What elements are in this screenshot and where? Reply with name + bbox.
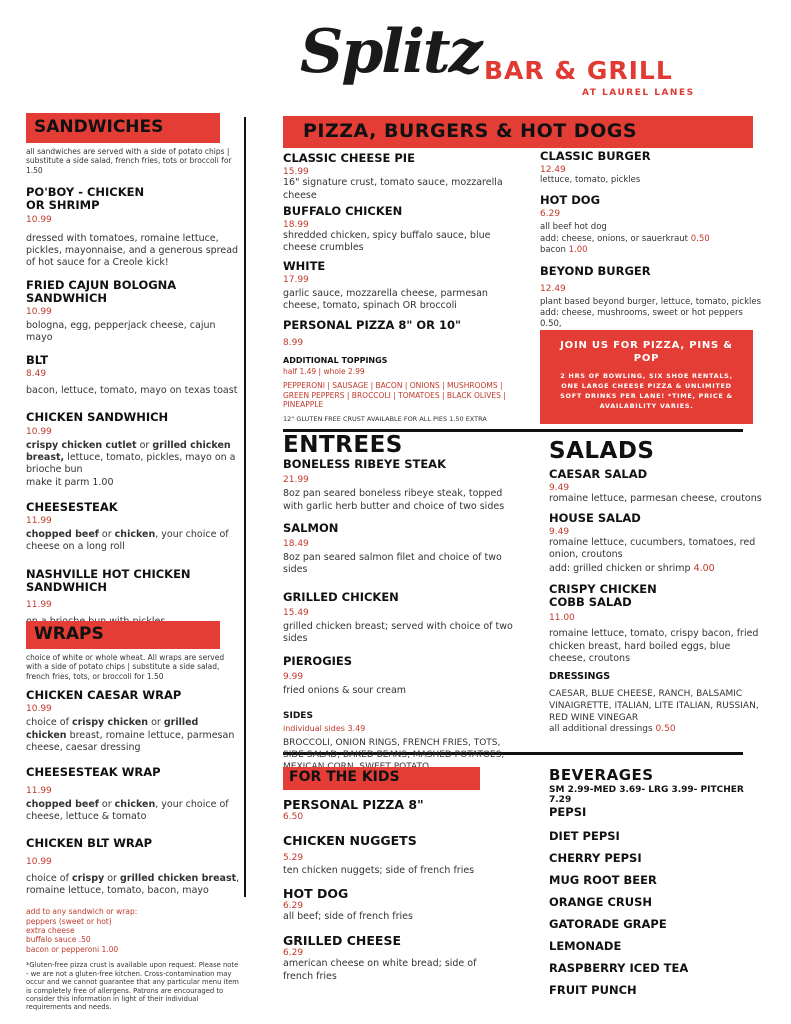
item-addon bbox=[549, 563, 769, 575]
sandwiches-title: SANDWICHES bbox=[34, 117, 164, 137]
beverages-column bbox=[549, 766, 769, 1005]
item-name: PO'BOY - CHICKEN OR SHRIMP bbox=[26, 185, 145, 213]
item-desc: bacon, lettuce, tomato, mayo on texas toast bbox=[26, 384, 238, 396]
beverage-item: ORANGE CRUSH bbox=[549, 895, 652, 909]
item-desc: grilled chicken breast; served with choice of two sides bbox=[283, 621, 513, 645]
item-name: BONELESS RIBEYE STEAK bbox=[283, 457, 446, 471]
item-name: WHITE bbox=[283, 258, 326, 273]
item-desc-bold: chopped beef bbox=[26, 529, 99, 541]
addon-item: extra cheese bbox=[26, 925, 75, 935]
toppings-list: PEPPERONI | SAUSAGE | BACON | ONIONS | MUSHROOMS | GREEN PEPPERS | BROCCOLI | TOMATOES | BLACK OLIVES | PINEAPPLE bbox=[283, 381, 506, 410]
item-name: CRISPY CHICKEN COBB SALAD bbox=[549, 581, 657, 610]
item-desc bbox=[26, 799, 240, 824]
salads-column bbox=[549, 438, 769, 736]
item-price: 8.49 bbox=[26, 368, 47, 379]
entrees-title: ENTREES bbox=[283, 432, 403, 458]
addon-label: add: grilled chicken or shrimp bbox=[549, 563, 694, 575]
beverage-item: MUG ROOT BEER bbox=[549, 873, 657, 887]
sandwiches-note: all sandwiches are served with a side of potato chips | substitute a side salad, french fries, tots or broccoli for 1.50 bbox=[26, 147, 232, 175]
menu-item bbox=[26, 501, 240, 554]
item-name: BLT bbox=[26, 352, 49, 367]
item-addon bbox=[540, 245, 765, 256]
item-price: 10.99 bbox=[26, 704, 52, 715]
item-desc-pre: choice of bbox=[26, 717, 72, 729]
brand-subtitle: BAR & GRILL bbox=[484, 56, 673, 85]
item-desc: ten chicken nuggets; side of french fries bbox=[283, 864, 475, 876]
menu-item bbox=[26, 689, 240, 754]
addon-price: 4.00 bbox=[693, 563, 715, 575]
menu-item bbox=[283, 798, 498, 822]
menu-item bbox=[549, 583, 769, 665]
dressings-block bbox=[549, 671, 769, 736]
wraps-note: choice of white or whole wheat. All wraps are served with a side of potato chips | substitute a side salad, french fries, tots, or broccoli for 1.50 bbox=[26, 653, 225, 681]
item-price: 10.99 bbox=[26, 214, 52, 225]
addon-item: peppers (sweet or hot) bbox=[26, 916, 112, 926]
beverage-item: CHERRY PEPSI bbox=[549, 851, 642, 865]
item-desc: shredded chicken, spicy buffalo sauce, blue cheese crumbles bbox=[283, 230, 491, 254]
menu-item bbox=[26, 411, 240, 489]
menu-item bbox=[540, 194, 765, 255]
kids-column bbox=[283, 798, 498, 992]
item-addon: add: cheese, mushrooms, sweet or hot peppers 0.50, bbox=[540, 307, 743, 329]
dressings-add bbox=[549, 724, 769, 736]
menu-item bbox=[283, 260, 518, 313]
menu-item bbox=[283, 591, 523, 646]
wraps-title: WRAPS bbox=[34, 624, 104, 644]
item-price: 12.49 bbox=[540, 283, 566, 294]
promo-title: JOIN US FOR PIZZA, PINS & POP bbox=[560, 340, 733, 364]
item-desc-rest: , romaine lettuce, tomato, bacon, mayo bbox=[26, 872, 240, 896]
toppings-price: half 1.49 | whole 2.99 bbox=[283, 366, 365, 376]
beverage-item: DIET PEPSI bbox=[549, 829, 620, 843]
toppings-block bbox=[283, 356, 518, 424]
item-desc: romaine lettuce, parmesan cheese, croutons bbox=[549, 493, 762, 505]
item-desc-bold: chopped beef bbox=[26, 798, 99, 810]
item-price: 6.29 bbox=[283, 901, 304, 912]
item-price: 5.29 bbox=[283, 852, 304, 863]
item-desc: 16" signature crust, tomato sauce, mozzarella cheese bbox=[283, 177, 503, 201]
pizza-column bbox=[283, 152, 518, 423]
menu-item bbox=[549, 512, 769, 576]
item-name: HOT DOG bbox=[540, 193, 601, 208]
menu-item bbox=[26, 568, 240, 629]
menu-item bbox=[26, 186, 240, 269]
kids-title: FOR THE KIDS bbox=[289, 769, 400, 785]
pizza-title: PIZZA, BURGERS & HOT DOGS bbox=[303, 120, 637, 142]
item-desc-bold: crispy bbox=[71, 872, 105, 884]
addon-price: 0.50 bbox=[690, 233, 710, 244]
item-addon bbox=[540, 234, 765, 245]
item-name: HOT DOG bbox=[283, 886, 349, 902]
item-desc: romaine lettuce, tomato, crispy bacon, fried chicken breast, hard boiled eggs, blue cheese, croutons bbox=[549, 628, 759, 664]
item-desc-bold: chicken bbox=[114, 798, 156, 810]
item-price: 15.49 bbox=[283, 608, 309, 619]
dressings-title: DRESSINGS bbox=[549, 671, 611, 683]
item-name: PERSONAL PIZZA 8" OR 10" bbox=[283, 317, 461, 332]
menu-item bbox=[26, 837, 240, 897]
item-desc: dressed with tomatoes, romaine lettuce, pickles, mayonnaise, and a generous spread of hot sauce for a Creole kick! bbox=[26, 232, 239, 269]
menu-item bbox=[283, 655, 523, 698]
item-price: 6.50 bbox=[283, 812, 304, 823]
item-name: CHEESESTEAK bbox=[26, 499, 118, 514]
item-price: 6.29 bbox=[540, 209, 561, 220]
item-name: BUFFALO CHICKEN bbox=[283, 203, 403, 218]
item-desc bbox=[540, 222, 765, 255]
dressings-add-label: all additional dressings bbox=[549, 724, 656, 735]
item-price: 9.99 bbox=[283, 671, 304, 682]
salads-title: SALADS bbox=[549, 438, 655, 464]
item-price: 11.99 bbox=[26, 516, 52, 527]
item-name: SALMON bbox=[283, 520, 339, 535]
item-desc: all beef; side of french fries bbox=[283, 911, 413, 923]
kids-banner bbox=[283, 767, 480, 790]
addons-block bbox=[26, 907, 240, 954]
item-desc-bold: grilled chicken breast, bbox=[26, 439, 231, 463]
item-price: 10.99 bbox=[26, 426, 52, 437]
promo-text: 2 HRS OF BOWLING, SIX SHOE RENTALS, ONE LARGE CHEESE PIZZA & UNLIMITED SOFT DRINKS PER LANE! *TIME, PRICE & AVAILABILITY VARIES. bbox=[560, 372, 733, 411]
addon-label: bacon bbox=[540, 244, 569, 255]
item-name: CLASSIC CHEESE PIE bbox=[283, 151, 415, 165]
menu-item bbox=[283, 834, 498, 877]
item-desc-rest: breast, romaine lettuce, parmesan cheese, caesar dressing bbox=[26, 729, 235, 754]
item-desc bbox=[26, 440, 240, 489]
item-price: 15.99 bbox=[283, 167, 309, 178]
item-desc bbox=[26, 873, 240, 898]
divider-vertical-left bbox=[244, 117, 246, 897]
sides-title: SIDES bbox=[283, 711, 313, 722]
beverage-item: GATORADE GRAPE bbox=[549, 917, 667, 931]
item-name: BEYOND BURGER bbox=[540, 263, 651, 278]
beverage-item: FRUIT PUNCH bbox=[549, 983, 637, 997]
item-price: 11.00 bbox=[549, 613, 575, 624]
item-desc-text: romaine lettuce, cucumbers, tomatoes, red onion, croutons bbox=[549, 536, 756, 561]
menu-item bbox=[540, 150, 765, 186]
menu-item bbox=[283, 887, 498, 924]
dressings-add-price: 0.50 bbox=[655, 724, 676, 735]
toppings-title: ADDITIONAL TOPPINGS bbox=[283, 355, 388, 365]
item-name: PIEROGIES bbox=[283, 653, 353, 668]
item-price: 10.99 bbox=[26, 856, 52, 867]
menu-item bbox=[549, 468, 769, 506]
item-desc-rest: lettuce, tomato, pickles, mayo on a brioche bun bbox=[26, 451, 236, 476]
item-price: 9.49 bbox=[549, 526, 570, 537]
item-desc-or: or bbox=[136, 439, 153, 451]
entrees-column bbox=[283, 432, 523, 773]
item-desc: garlic sauce, mozzarella cheese, parmesan cheese, tomato, spinach OR broccoli bbox=[283, 288, 488, 312]
beverage-item: LEMONADE bbox=[549, 939, 622, 953]
item-name: CHICKEN NUGGETS bbox=[283, 833, 417, 849]
item-desc-or: or bbox=[98, 798, 115, 810]
brand-location: AT LAUREL LANES bbox=[582, 88, 695, 98]
item-desc-or: or bbox=[148, 717, 164, 729]
addon-item: buffalo sauce .50 bbox=[26, 935, 91, 945]
item-desc-text: all beef hot dog bbox=[540, 222, 607, 233]
item-desc: 8oz pan seared boneless ribeye steak, topped with garlic herb butter and choice of two sides bbox=[283, 488, 505, 512]
item-name: GRILLED CHICKEN bbox=[283, 589, 399, 604]
beverages-sizes: SM 2.99-MED 3.69- LRG 3.99- PITCHER 7.29 bbox=[549, 785, 744, 805]
sides-block bbox=[283, 711, 523, 773]
item-price: 21.99 bbox=[283, 475, 309, 486]
item-desc-rest: , your choice of cheese on a long roll bbox=[26, 529, 229, 553]
item-name: HOUSE SALAD bbox=[549, 510, 641, 525]
item-desc-bold: crispy chicken cutlet bbox=[26, 439, 137, 451]
sides-list: BROCCOLI, ONION RINGS, FRENCH FRIES, TOTS, SIDE SALAD, BAKED BEANS, MASHED POTATOES, bbox=[283, 738, 505, 760]
item-price: 17.99 bbox=[283, 275, 309, 286]
item-price: 9.49 bbox=[549, 483, 570, 494]
menu-item bbox=[283, 522, 523, 577]
item-desc-bold: chicken bbox=[114, 529, 156, 541]
item-extra: make it parm 1.00 bbox=[26, 476, 114, 488]
menu-item bbox=[26, 354, 240, 398]
menu-item bbox=[283, 319, 518, 348]
addons-title: add to any sandwich or wrap: bbox=[26, 907, 138, 917]
addon-item: bacon or pepperoni 1.00 bbox=[26, 944, 119, 954]
beverage-item: PEPSI bbox=[549, 805, 587, 819]
item-price: 11.99 bbox=[26, 785, 52, 796]
item-desc: 8oz pan seared salmon filet and choice of two sides bbox=[283, 552, 502, 576]
menu-item bbox=[26, 766, 240, 823]
item-desc: bologna, egg, pepperjack cheese, cajun mayo bbox=[26, 320, 216, 344]
item-name: GRILLED CHEESE bbox=[283, 932, 401, 948]
item-price: 6.29 bbox=[283, 948, 304, 959]
item-desc-pre: choice of bbox=[26, 872, 72, 884]
item-name: CHICKEN CAESAR WRAP bbox=[26, 688, 182, 703]
sandwiches-banner bbox=[26, 113, 220, 143]
item-desc-or: or bbox=[104, 872, 120, 884]
item-desc-rest: , your choice of cheese, lettuce & tomato bbox=[26, 798, 229, 822]
item-desc bbox=[26, 717, 240, 754]
item-desc bbox=[26, 529, 240, 554]
item-price: 12.49 bbox=[540, 165, 566, 176]
item-desc-text: plant based beyond burger, lettuce, tomato, pickles bbox=[540, 296, 762, 307]
item-desc: american cheese on white bread; side of french fries bbox=[283, 958, 477, 982]
item-name: CAESAR SALAD bbox=[549, 467, 648, 481]
item-desc-or: or bbox=[98, 529, 115, 541]
item-price: 18.49 bbox=[283, 539, 309, 550]
item-name: NASHVILLE HOT CHICKEN SANDWHICH bbox=[26, 566, 191, 594]
item-desc-bold: crispy chicken bbox=[71, 717, 149, 729]
promo-box bbox=[540, 330, 753, 424]
menu-item bbox=[283, 205, 518, 255]
item-price: 8.99 bbox=[283, 337, 304, 348]
sides-price: individual sides 3.49 bbox=[283, 724, 366, 734]
menu-item bbox=[283, 458, 523, 513]
sandwiches-column bbox=[26, 147, 240, 638]
gluten-free-note: 12" GLUTEN FREE CRUST AVAILABLE FOR ALL PIES 1.50 EXTRA bbox=[283, 415, 487, 424]
addon-label: add: cheese, onions, or sauerkraut bbox=[540, 233, 691, 244]
addon-price: 1.00 bbox=[568, 244, 588, 255]
wraps-column bbox=[26, 653, 240, 1012]
item-name: CLASSIC BURGER bbox=[540, 149, 651, 163]
beverage-item: RASPBERRY ICED TEA bbox=[549, 961, 689, 975]
item-name: CHICKEN BLT WRAP bbox=[26, 836, 153, 851]
item-desc: lettuce, tomato, pickles bbox=[540, 175, 641, 186]
item-price: 11.99 bbox=[26, 600, 52, 611]
item-price: 10.99 bbox=[26, 307, 52, 318]
brand-logo: Splitz bbox=[300, 17, 481, 87]
item-price: 18.99 bbox=[283, 220, 309, 231]
gluten-disclaimer: *Gluten-free pizza crust is available upon request. Please note - we are not a gluten-free kitchen. Cross-contamination may occur and we cannot guarantee that any particular menu item is completely free of allergens. Patrons are encouraged to consider this information in light of their individual requirements and needs. bbox=[26, 961, 239, 1012]
burgers-column bbox=[540, 150, 765, 350]
item-desc bbox=[549, 537, 769, 576]
menu-item bbox=[283, 152, 518, 202]
menu-item bbox=[283, 934, 498, 983]
dressings-list: CAESAR, BLUE CHEESE, RANCH, BALSAMIC VINAIGRETTE, ITALIAN, LITE ITALIAN, RUSSIAN, RED WINE VINEGAR bbox=[549, 689, 759, 723]
item-desc-bold: grilled chicken bbox=[26, 717, 199, 741]
item-name: CHEESESTEAK WRAP bbox=[26, 765, 161, 780]
item-name: PERSONAL PIZZA 8" bbox=[283, 797, 424, 812]
item-name: CHICKEN SANDWHICH bbox=[26, 410, 169, 425]
menu-item bbox=[26, 279, 240, 345]
item-desc: fried onions & sour cream bbox=[283, 684, 407, 696]
item-desc-bold: grilled chicken breast bbox=[119, 872, 237, 884]
pizza-banner bbox=[283, 116, 753, 148]
item-name: FRIED CAJUN BOLOGNA SANDWHICH bbox=[26, 277, 177, 305]
wraps-banner bbox=[26, 621, 220, 649]
beverages-title: BEVERAGES bbox=[549, 766, 654, 784]
